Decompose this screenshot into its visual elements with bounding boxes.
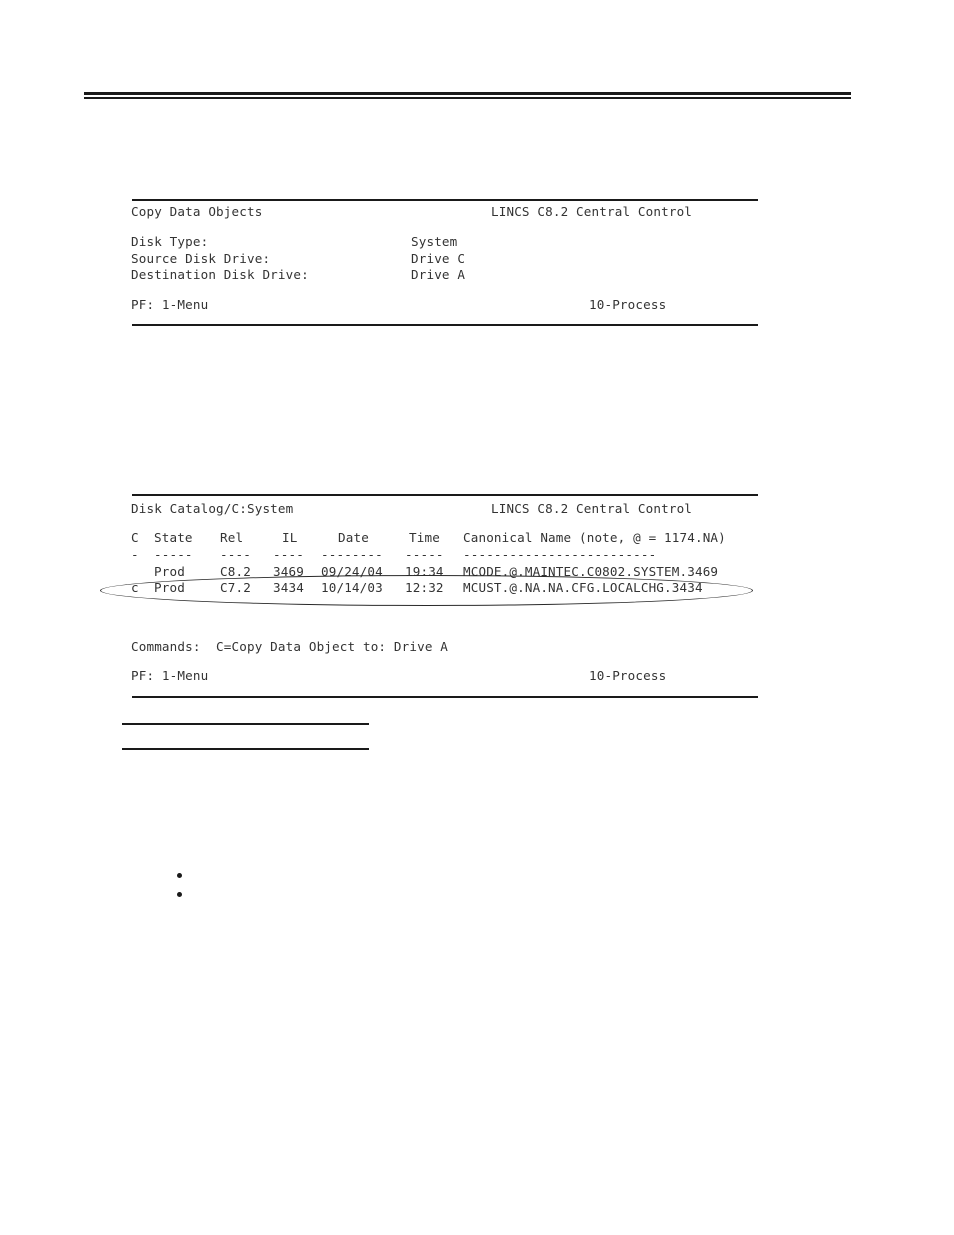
screen1-pf-process: 10-Process <box>589 297 667 312</box>
col-header-il: IL <box>282 530 298 545</box>
col-header-rel: Rel <box>220 530 244 545</box>
row1-time: 19:34 <box>405 564 444 579</box>
col-header-state: State <box>154 530 193 545</box>
field-value-source-drive: Drive C <box>411 251 466 266</box>
screen2-top-rule <box>132 494 758 496</box>
col-header-canonical-name: Canonical Name (note, @ = 1174.NA) <box>463 530 726 545</box>
row2-time: 12:32 <box>405 580 444 595</box>
field-label-disk-type: Disk Type: <box>131 234 209 249</box>
col-header-c: C <box>131 530 139 545</box>
col-sep-state: ----- <box>154 547 193 562</box>
row2-state: Prod <box>154 580 185 595</box>
col-header-date: Date <box>338 530 369 545</box>
field-value-destination-drive: Drive A <box>411 267 466 282</box>
row2-il: 3434 <box>273 580 304 595</box>
col-header-time: Time <box>409 530 440 545</box>
row1-date: 09/24/04 <box>321 564 383 579</box>
row1-rel: C8.2 <box>220 564 251 579</box>
col-sep-rel: ---- <box>220 547 251 562</box>
bullet-point-2 <box>177 892 182 897</box>
screen2-bottom-rule <box>132 696 758 698</box>
screen2-system-name: LINCS C8.2 Central Control <box>491 501 693 516</box>
highlight-oval <box>100 575 753 606</box>
header-rule-thin <box>84 97 851 99</box>
row2-rel: C7.2 <box>220 580 251 595</box>
col-sep-il: ---- <box>273 547 304 562</box>
screen2-pf-process: 10-Process <box>589 668 667 683</box>
screen1-bottom-rule <box>132 324 758 326</box>
screen2-pf-menu: PF: 1-Menu <box>131 668 209 683</box>
row1-il: 3469 <box>273 564 304 579</box>
field-label-source-drive: Source Disk Drive: <box>131 251 271 266</box>
field-label-destination-drive: Destination Disk Drive: <box>131 267 309 282</box>
col-sep-c: - <box>131 547 139 562</box>
section-rule-bottom <box>122 748 369 750</box>
col-sep-date: -------- <box>321 547 383 562</box>
row2-date: 10/14/03 <box>321 580 383 595</box>
screen2-title: Disk Catalog/C:System <box>131 501 294 516</box>
col-sep-canonical-name: ------------------------- <box>463 547 657 562</box>
row2-canonical-name: MCUST.@.NA.NA.CFG.LOCALCHG.3434 <box>463 580 703 595</box>
row1-state: Prod <box>154 564 185 579</box>
screen1-system-name: LINCS C8.2 Central Control <box>491 204 693 219</box>
row1-canonical-name: MCODE.@.MAINTEC.C0802.SYSTEM.3469 <box>463 564 719 579</box>
header-rule-thick <box>84 92 851 95</box>
field-value-disk-type: System <box>411 234 458 249</box>
screen1-top-rule <box>132 199 758 201</box>
row2-command[interactable]: c <box>131 580 139 595</box>
screen1-title: Copy Data Objects <box>131 204 263 219</box>
bullet-point-1 <box>177 873 182 878</box>
col-sep-time: ----- <box>405 547 444 562</box>
screen1-pf-menu: PF: 1-Menu <box>131 297 209 312</box>
screen2-commands: Commands: C=Copy Data Object to: Drive A <box>131 639 449 654</box>
section-rule-top <box>122 723 369 725</box>
